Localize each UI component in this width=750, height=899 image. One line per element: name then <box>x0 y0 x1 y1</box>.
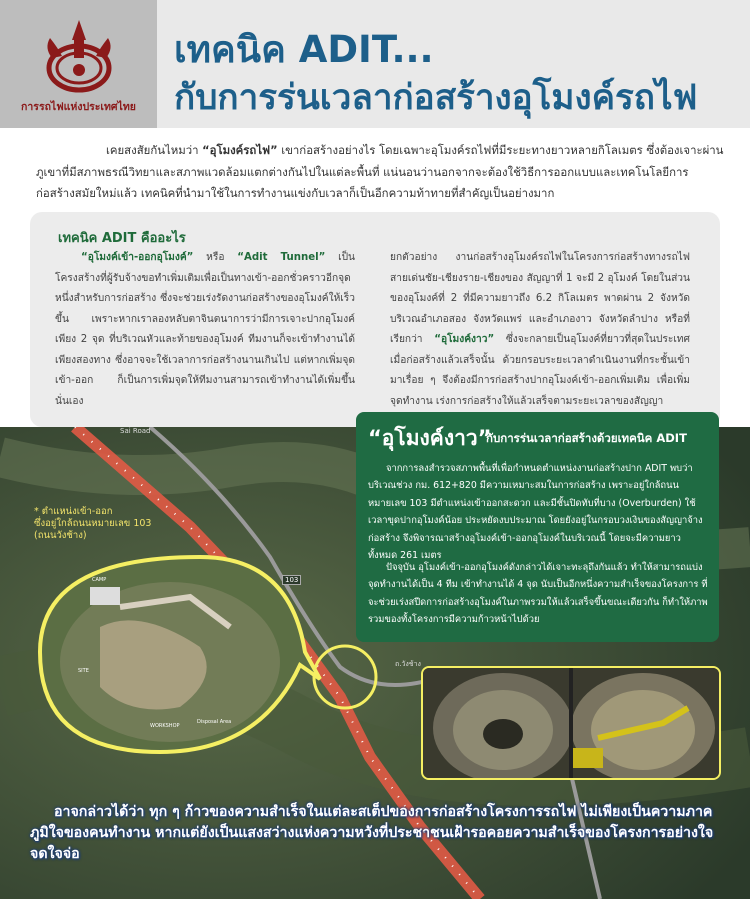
road-thai-label: ถ.วังช้าง <box>395 660 421 668</box>
road-sai-label: Sai Road <box>120 427 151 435</box>
ngao-title: “อุโมงค์งาว” <box>368 426 492 450</box>
intro-paragraph <box>36 140 726 205</box>
camp-marker <box>90 587 120 605</box>
site-label-site: SITE <box>78 668 89 674</box>
tunnel-image-icon <box>423 668 719 778</box>
conclusion-text: อาจกล่าวได้ว่า ทุก ๆ ก้าวของความสำเร็จในแต่ละสเต็ปของการก่อสร้างโครงการรถไฟ ไม่เพียงเป็นความภาคภูมิใจของคนทำงาน หากแต่ยังเป็นแสงสว่างแห่งความหวังที่ประชาชนเฝ้ารอคอยความสำเร็จของโครงการอย่างใจจดใจจ่อ <box>30 804 714 862</box>
page-title-line1: เทคนิค ADIT... <box>174 28 434 71</box>
srt-logo-icon <box>34 18 124 96</box>
adit-col2-text-a: ยกตัวอย่าง งานก่อสร้างอุโมงค์รถไฟในโครงการก่อสร้างทางรถไฟสายเด่นชัย-เชียงราย-เชียงของ สัญญาที่ 1 จะมี 2 อุโมงค์ โดยในส่วนของอุโมงค์ที่ 2 ที่มีความยาวถึง 6.2 กิโลเมตร พาดผ่าน 2 จังหวัด บริเวณอำเภอสอง จังหวัดแพร่ และอำเภองาว จังหวัดลำปาง หรือที่เรียกว่า <box>390 252 690 345</box>
site-label-workshop: WORKSHOP <box>150 723 180 729</box>
adit-term-1: “อุโมงค์เข้า-ออกอุโมงค์” <box>81 252 194 263</box>
adit-location-note <box>34 506 151 542</box>
ngao-term: “อุโมงค์งาว” <box>434 334 495 345</box>
adit-term-2: “Adit Tunnel” <box>237 252 326 263</box>
adit-col2-text-b: ซึ่งจะกลายเป็นอุโมงค์ที่ยาวที่สุดในประเทศ เมื่อก่อสร้างแล้วเสร็จนั้น ด้วยกรอบระยะเวลาดำเนินงานที่กระชั้นเข้ามาเรื่อย ๆ จึงต้องมีการก่อสร้างปากอุโมงค์เข้า-ออกเพิ่มเติม เพื่อเพิ่มจุดทำงาน เร่งการก่อสร้างให้แล้วเสร็จตามระยะเวลาของสัญญา <box>390 334 690 407</box>
adit-column-1 <box>55 248 355 412</box>
site-label-disposal: Disposal Area <box>197 719 232 725</box>
ngao-subtitle: กับการร่นเวลาก่อสร้างด้วยเทคนิค ADIT <box>486 431 687 445</box>
intro-post: เขาก่อสร้างอย่างไร โดยเฉพาะอุโมงค์รถไฟที่มีระยะทางยาวหลายกิโลเมตร ซึ่งต้องเจาะผ่านภูเขาที่มีสภาพธรณีวิทยาและสภาพแวดล้อมแตกต่างกันไปในแต่ละพื้นที่ แน่นอนว่านอกจากจะต้องใช้วิธีการออกแบบและเทคโนโลยีการก่อสร้างสมัยใหม่แล้ว เทคนิคที่นำมาใช้ในการทำงานแข่งกับเวลาก็เป็นอีกความท้าทายที่สำคัญเป็นอย่างมาก <box>36 143 724 200</box>
note-line3: (ถนนวังช้าง) <box>34 530 87 541</box>
note-line2: ซึ่งอยู่ใกล้ถนนหมายเลข 103 <box>34 518 152 529</box>
logo-text: การรถไฟแห่งประเทศไทย <box>21 101 136 113</box>
site-label-camp: CAMP <box>92 577 107 583</box>
adit-box-title: เทคนิค ADIT คืออะไร <box>58 231 186 246</box>
tunnel-photo <box>421 666 721 780</box>
ngao-tunnel-box <box>356 412 719 642</box>
intro-bold: “อุโมงค์รถไฟ” <box>202 143 278 157</box>
ngao-paragraph-2: ปัจจุบัน อุโมงค์เข้า-ออกอุโมงค์ดังกล่าวได้เจาะทะลุถึงกันแล้ว ทำให้สามารถแบ่งจุดทำงานได้เป็น 4 ทีม เข้าทำงานได้ 4 จุด นับเป็นอีกหนึ่งความสำเร็จของโครงการ ที่จะช่วยเร่งสปีดการก่อสร้างอุโมงค์ในภาพรวมให้แล้วเสร็จขึ้นขณะเดียวกัน ก็ทำให้ภาพรวมของทั้งโครงการมีความก้าวหน้าไปด้วย <box>368 562 708 626</box>
ngao-paragraph-1: จากการลงสำรวจสภาพพื้นที่เพื่อกำหนดตำแหน่งงานก่อสร้างปาก ADIT พบว่าบริเวณช่วง กม. 612+820 มีความเหมาะสมในการก่อสร้าง เพราะอยู่ใกล้ถนนหมายเลข 103 มีตำแหน่งเข้าออกสะดวก และมีชั้นปิดทับที่บาง (Overburden) ใช้เวลาขุดปากอุโมงค์น้อย ประหยัดงบประมาณ โดยยังอยู่ในกรอบวงเงินของสัญญาจ้างก่อสร้าง จึงพิจารณาสร้างอุโมงค์เข้า-ออกอุโมงค์ในบริเวณนี้ โดยจะมีความยาวทั้งหมด 261 เมตร <box>368 463 703 562</box>
intro-pre: เคยสงสัยกันไหมว่า <box>106 143 203 157</box>
adit-col1-text-a: หรือ <box>193 252 238 263</box>
adit-column-2 <box>390 248 690 412</box>
page-title-line2: กับการร่นเวลาก่อสร้างอุโมงค์รถไฟ <box>174 78 698 118</box>
note-line1: * ตำแหน่งเข้า-ออก <box>34 506 113 517</box>
logo-panel <box>0 0 157 128</box>
adit-col1-text-b: เป็นโครงสร้างที่ผู้รับจ้างขอทำเพิ่มเติมเพื่อเป็นทางเข้า-ออกชั่วคราวอีกจุดหนึ่งสำหรับการก่อสร้าง ซึ่งจะช่วยเร่งรัดงานก่อสร้างของอุโมงค์ให้เร็วขึ้น เพราะหากเราลองหลับตาจินตนาการว่ามีการเจาะปากอุโมงค์เพียง 2 จุด ที่บริเวณหัวและท้ายของอุโมงค์ ทีมงานก็จะเข้าทำงานได้เพียงสองทาง ซึ่งอาจจะใช้เวลาการก่อสร้างนานเกินไป แต่หากเพิ่มจุดเข้า-ออก ก็เป็นการเพิ่มจุดให้ทีมงานสามารถเข้าทำงานได้เพิ่มขึ้นนั่นเอง <box>55 252 355 407</box>
road-103-label: 103 <box>282 575 301 585</box>
header-banner <box>0 0 750 128</box>
